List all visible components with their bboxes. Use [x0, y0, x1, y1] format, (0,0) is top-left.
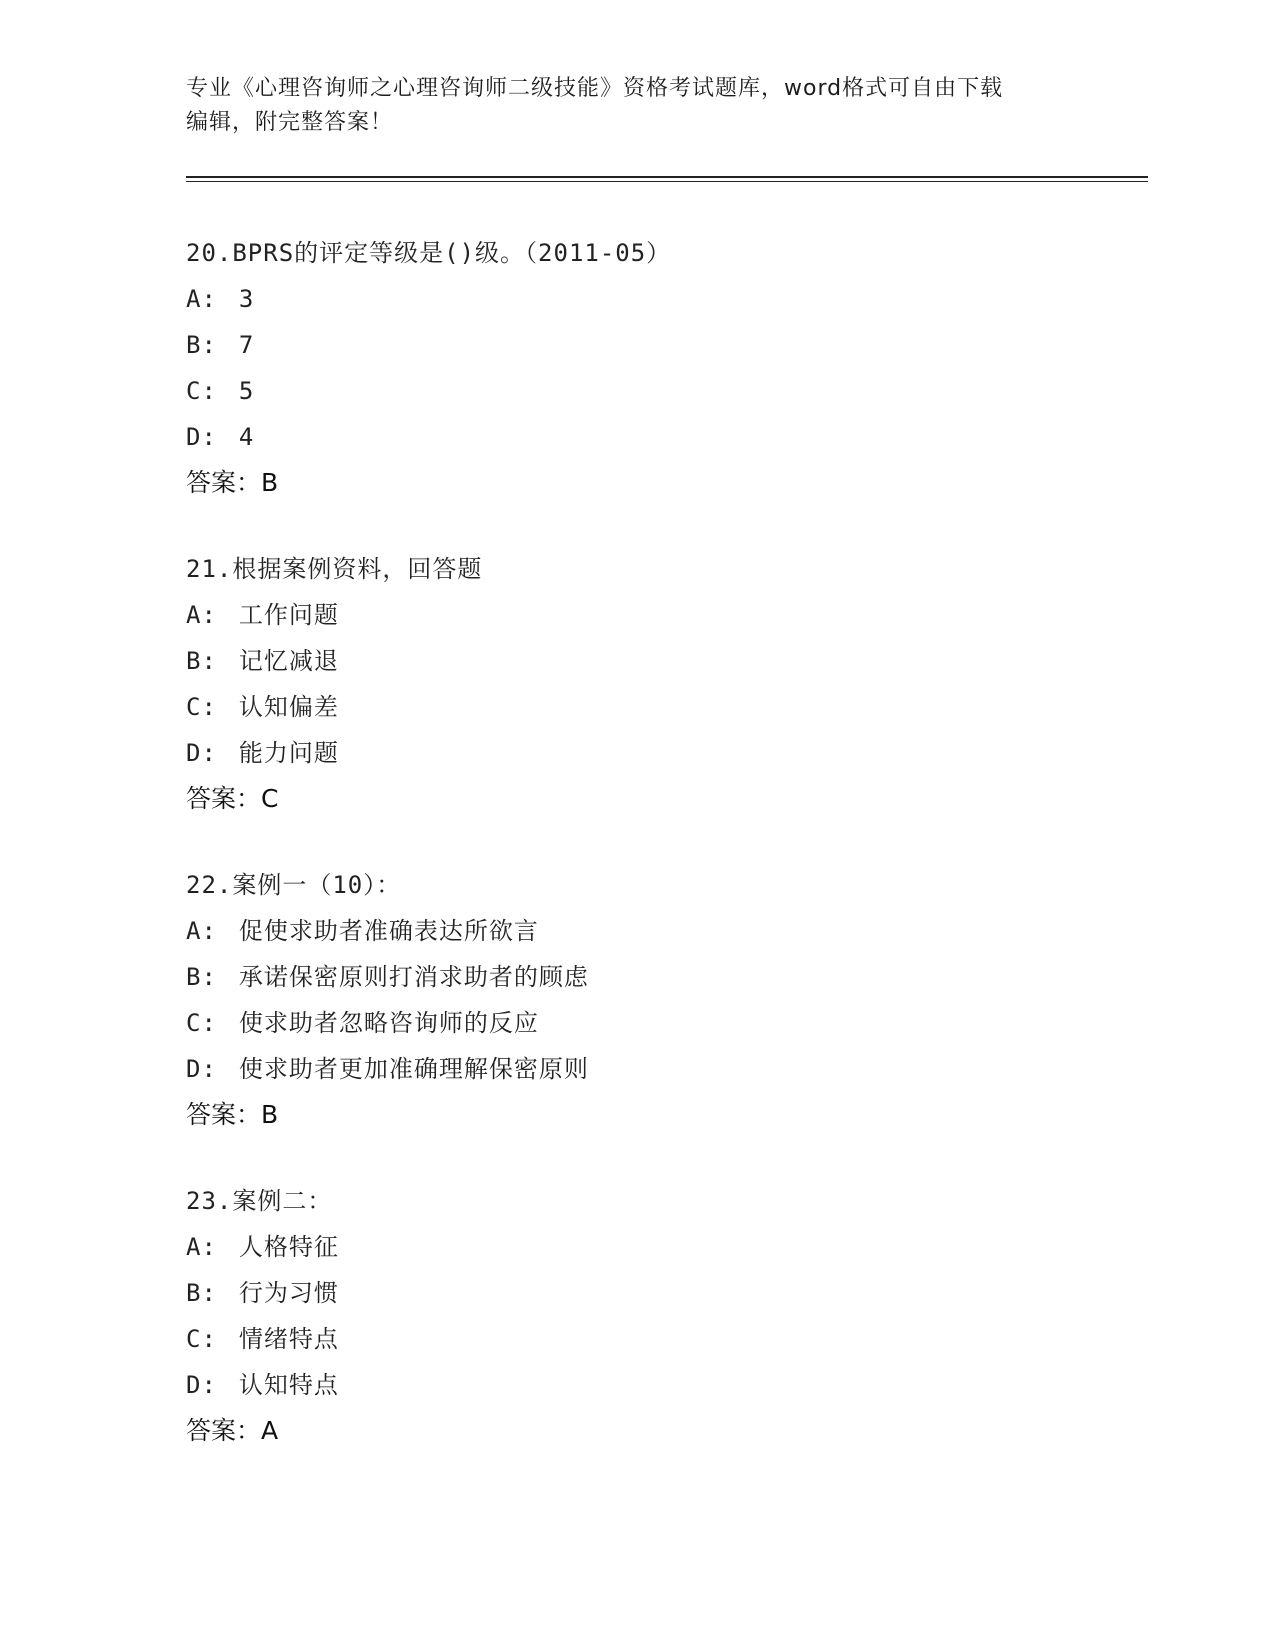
- option-text: 认知特点: [238, 1371, 339, 1399]
- option-text: 承诺保密原则打消求助者的顾虑: [238, 963, 589, 991]
- option-text: 7: [238, 331, 255, 359]
- header-line-1: 专业《心理咨询师之心理咨询师二级技能》资格考试题库，word格式可自由下载: [186, 76, 1004, 101]
- option-letter: A:: [186, 917, 217, 945]
- option-a: [186, 908, 1086, 954]
- option-letter: A:: [186, 1233, 217, 1261]
- option-letter: C:: [186, 1325, 217, 1353]
- option-c: [186, 1316, 1086, 1362]
- option-c: [186, 1000, 1086, 1046]
- option-letter: D:: [186, 1055, 217, 1083]
- header-line-2: 编辑，附完整答案！: [186, 110, 394, 135]
- question-block: [186, 546, 1086, 822]
- option-text: 5: [238, 377, 255, 405]
- header-divider-thin: [186, 181, 1148, 182]
- document-header: [186, 72, 1086, 140]
- question-title: 23.案例二：: [186, 1187, 333, 1215]
- option-letter: A:: [186, 285, 217, 313]
- answer-line: 答案：C: [186, 784, 279, 813]
- option-text: 促使求助者准确表达所欲言: [238, 917, 539, 945]
- header-divider-thick: [186, 176, 1148, 178]
- option-text: 工作问题: [238, 601, 339, 629]
- option-letter: D:: [186, 739, 217, 767]
- answer-line: 答案：A: [186, 1416, 279, 1445]
- option-b: [186, 954, 1086, 1000]
- option-b: [186, 638, 1086, 684]
- option-letter: C:: [186, 377, 217, 405]
- option-letter: A:: [186, 601, 217, 629]
- answer-line: 答案：B: [186, 468, 279, 497]
- option-letter: B:: [186, 1279, 217, 1307]
- option-letter: D:: [186, 1371, 217, 1399]
- option-text: 使求助者忽略咨询师的反应: [238, 1009, 539, 1037]
- option-d: [186, 1362, 1086, 1408]
- option-text: 使求助者更加准确理解保密原则: [238, 1055, 589, 1083]
- option-text: 4: [238, 423, 255, 451]
- option-b: [186, 1270, 1086, 1316]
- option-a: [186, 1224, 1086, 1270]
- option-letter: B:: [186, 331, 217, 359]
- question-title: 21.根据案例资料，回答题: [186, 555, 483, 583]
- option-text: 行为习惯: [238, 1279, 339, 1307]
- option-text: 3: [238, 285, 255, 313]
- answer-line: 答案：B: [186, 1100, 279, 1129]
- question-title: 22.案例一（10）：: [186, 871, 402, 899]
- option-a: [186, 592, 1086, 638]
- option-text: 情绪特点: [238, 1325, 339, 1353]
- question-title: 20.BPRS的评定等级是()级。（2011-05）: [186, 239, 672, 267]
- question-block: [186, 862, 1086, 1138]
- question-block: [186, 230, 1086, 506]
- option-a: [186, 276, 1086, 322]
- option-letter: B:: [186, 963, 217, 991]
- option-text: 能力问题: [238, 739, 339, 767]
- option-letter: D:: [186, 423, 217, 451]
- option-text: 记忆减退: [238, 647, 339, 675]
- option-d: [186, 730, 1086, 776]
- option-d: [186, 1046, 1086, 1092]
- option-letter: C:: [186, 693, 217, 721]
- option-text: 认知偏差: [238, 693, 339, 721]
- option-d: [186, 414, 1086, 460]
- option-c: [186, 684, 1086, 730]
- question-block: [186, 1178, 1086, 1454]
- option-c: [186, 368, 1086, 414]
- option-letter: C:: [186, 1009, 217, 1037]
- option-letter: B:: [186, 647, 217, 675]
- option-text: 人格特征: [238, 1233, 339, 1261]
- option-b: [186, 322, 1086, 368]
